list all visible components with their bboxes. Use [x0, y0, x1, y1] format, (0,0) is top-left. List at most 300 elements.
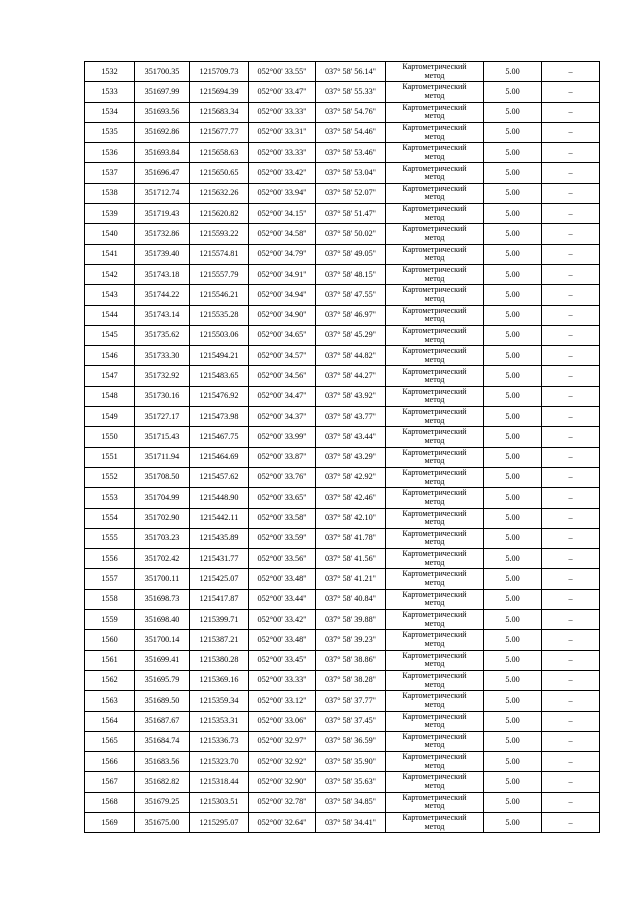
longitude-cell: 037° 58' 52.07" — [316, 183, 386, 203]
table-row — [85, 691, 600, 711]
accuracy-cell: 5.00 — [484, 427, 542, 447]
point-number-cell: 1561 — [85, 650, 135, 670]
coord-x-cell: 351689.50 — [135, 691, 190, 711]
description-cell: – — [542, 386, 600, 406]
latitude-cell: 052°00' 34.47" — [249, 386, 316, 406]
method-cell — [386, 305, 484, 325]
coord-x-cell: 351743.18 — [135, 264, 190, 284]
coord-y-cell: 1215442.11 — [190, 508, 249, 528]
description-cell: – — [542, 488, 600, 508]
coord-y-cell: 1215467.75 — [190, 427, 249, 447]
method-line-2: метод — [424, 659, 445, 669]
accuracy-cell: 5.00 — [484, 264, 542, 284]
coord-x-cell: 351700.11 — [135, 569, 190, 589]
table-row — [85, 630, 600, 650]
coord-x-cell: 351743.14 — [135, 305, 190, 325]
method-cell — [386, 752, 484, 772]
point-number-cell: 1564 — [85, 711, 135, 731]
coord-x-cell: 351711.94 — [135, 447, 190, 467]
coord-y-cell: 1215399.71 — [190, 610, 249, 630]
table-row — [85, 204, 600, 224]
longitude-cell: 037° 58' 54.76" — [316, 102, 386, 122]
description-cell: – — [542, 407, 600, 427]
description-cell: – — [542, 569, 600, 589]
description-cell: – — [542, 691, 600, 711]
point-number-cell: 1539 — [85, 204, 135, 224]
coord-y-cell: 1215417.87 — [190, 589, 249, 609]
table-row — [85, 407, 600, 427]
coord-y-cell: 1215464.69 — [190, 447, 249, 467]
coord-x-cell: 351697.99 — [135, 82, 190, 102]
method-line-2: метод — [424, 212, 445, 222]
method-line-2: метод — [424, 131, 445, 141]
coord-y-cell: 1215435.89 — [190, 528, 249, 548]
table-row — [85, 467, 600, 487]
coord-y-cell: 1215303.51 — [190, 792, 249, 812]
latitude-cell: 052°00' 34.91" — [249, 264, 316, 284]
coord-y-cell: 1215380.28 — [190, 650, 249, 670]
description-cell: – — [542, 711, 600, 731]
coord-x-cell: 351730.16 — [135, 386, 190, 406]
method-line-1: Картометрический — [402, 366, 467, 376]
method-cell — [386, 610, 484, 630]
method-cell — [386, 122, 484, 142]
table-row — [85, 82, 600, 102]
description-cell: – — [542, 122, 600, 142]
point-number-cell: 1537 — [85, 163, 135, 183]
accuracy-cell: 5.00 — [484, 569, 542, 589]
longitude-cell: 037° 58' 46.97" — [316, 305, 386, 325]
method-line-2: метод — [424, 273, 445, 283]
method-line-1: Картометрический — [402, 82, 467, 92]
longitude-cell: 037° 58' 49.05" — [316, 244, 386, 264]
coord-x-cell: 351744.22 — [135, 285, 190, 305]
description-cell: – — [542, 183, 600, 203]
latitude-cell: 052°00' 33.58" — [249, 508, 316, 528]
method-line-1: Картометрический — [402, 467, 467, 477]
method-line-1: Картометрический — [402, 62, 467, 72]
coord-y-cell: 1215658.63 — [190, 143, 249, 163]
point-number-cell: 1565 — [85, 731, 135, 751]
method-cell — [386, 224, 484, 244]
table-row — [85, 183, 600, 203]
description-cell: – — [542, 752, 600, 772]
method-line-1: Картометрический — [402, 427, 467, 437]
method-line-2: метод — [424, 111, 445, 121]
accuracy-cell: 5.00 — [484, 62, 542, 82]
method-cell — [386, 670, 484, 690]
coord-y-cell: 1215353.31 — [190, 711, 249, 731]
point-number-cell: 1541 — [85, 244, 135, 264]
point-number-cell: 1546 — [85, 346, 135, 366]
longitude-cell: 037° 58' 38.86" — [316, 650, 386, 670]
longitude-cell: 037° 58' 41.21" — [316, 569, 386, 589]
longitude-cell: 037° 58' 44.27" — [316, 366, 386, 386]
table-row — [85, 711, 600, 731]
point-number-cell: 1538 — [85, 183, 135, 203]
point-number-cell: 1536 — [85, 143, 135, 163]
longitude-cell: 037° 58' 43.44" — [316, 427, 386, 447]
coord-x-cell: 351700.14 — [135, 630, 190, 650]
table-row — [85, 122, 600, 142]
longitude-cell: 037° 58' 42.92" — [316, 467, 386, 487]
coord-y-cell: 1215369.16 — [190, 670, 249, 690]
description-cell: – — [542, 467, 600, 487]
method-line-2: метод — [424, 801, 445, 811]
table-row — [85, 549, 600, 569]
latitude-cell: 052°00' 32.78" — [249, 792, 316, 812]
latitude-cell: 052°00' 34.94" — [249, 285, 316, 305]
coord-x-cell: 351698.73 — [135, 589, 190, 609]
coord-x-cell: 351679.25 — [135, 792, 190, 812]
longitude-cell: 037° 58' 42.10" — [316, 508, 386, 528]
accuracy-cell: 5.00 — [484, 488, 542, 508]
method-line-1: Картометрический — [402, 143, 467, 153]
coord-x-cell: 351683.56 — [135, 752, 190, 772]
accuracy-cell: 5.00 — [484, 204, 542, 224]
table-row — [85, 102, 600, 122]
coord-x-cell: 351684.74 — [135, 731, 190, 751]
point-number-cell: 1547 — [85, 366, 135, 386]
method-line-1: Картометрический — [402, 407, 467, 417]
coord-x-cell: 351702.42 — [135, 549, 190, 569]
description-cell: – — [542, 244, 600, 264]
latitude-cell: 052°00' 34.79" — [249, 244, 316, 264]
description-cell: – — [542, 102, 600, 122]
method-cell — [386, 447, 484, 467]
latitude-cell: 052°00' 33.87" — [249, 447, 316, 467]
accuracy-cell: 5.00 — [484, 610, 542, 630]
method-line-2: метод — [424, 740, 445, 750]
method-line-2: метод — [424, 395, 445, 405]
method-line-1: Картометрический — [402, 488, 467, 498]
longitude-cell: 037° 58' 47.55" — [316, 285, 386, 305]
point-number-cell: 1554 — [85, 508, 135, 528]
method-cell — [386, 488, 484, 508]
description-cell: – — [542, 630, 600, 650]
accuracy-cell: 5.00 — [484, 386, 542, 406]
latitude-cell: 052°00' 33.33" — [249, 143, 316, 163]
method-cell — [386, 82, 484, 102]
method-line-2: метод — [424, 456, 445, 466]
method-cell — [386, 102, 484, 122]
longitude-cell: 037° 58' 41.78" — [316, 528, 386, 548]
latitude-cell: 052°00' 33.56" — [249, 549, 316, 569]
table-row — [85, 285, 600, 305]
point-number-cell: 1545 — [85, 325, 135, 345]
method-line-2: метод — [424, 781, 445, 791]
coord-y-cell: 1215557.79 — [190, 264, 249, 284]
description-cell: – — [542, 163, 600, 183]
table-row — [85, 143, 600, 163]
coord-y-cell: 1215535.28 — [190, 305, 249, 325]
method-line-1: Картометрический — [402, 711, 467, 721]
method-line-2: метод — [424, 476, 445, 486]
point-number-cell: 1535 — [85, 122, 135, 142]
coord-x-cell: 351739.40 — [135, 244, 190, 264]
longitude-cell: 037° 58' 39.88" — [316, 610, 386, 630]
method-cell — [386, 204, 484, 224]
point-number-cell: 1566 — [85, 752, 135, 772]
method-cell — [386, 427, 484, 447]
point-number-cell: 1568 — [85, 792, 135, 812]
latitude-cell: 052°00' 32.92" — [249, 752, 316, 772]
table-row — [85, 163, 600, 183]
coord-y-cell: 1215593.22 — [190, 224, 249, 244]
longitude-cell: 037° 58' 42.46" — [316, 488, 386, 508]
table-body — [85, 62, 600, 833]
latitude-cell: 052°00' 33.06" — [249, 711, 316, 731]
method-line-1: Картометрический — [402, 610, 467, 620]
point-number-cell: 1567 — [85, 772, 135, 792]
method-line-1: Картометрический — [402, 731, 467, 741]
description-cell: – — [542, 610, 600, 630]
latitude-cell: 052°00' 33.45" — [249, 650, 316, 670]
method-line-1: Картометрический — [402, 447, 467, 457]
latitude-cell: 052°00' 33.47" — [249, 82, 316, 102]
method-cell — [386, 143, 484, 163]
accuracy-cell: 5.00 — [484, 691, 542, 711]
accuracy-cell: 5.00 — [484, 447, 542, 467]
point-number-cell: 1558 — [85, 589, 135, 609]
accuracy-cell: 5.00 — [484, 508, 542, 528]
longitude-cell: 037° 58' 55.33" — [316, 82, 386, 102]
point-number-cell: 1559 — [85, 610, 135, 630]
accuracy-cell: 5.00 — [484, 711, 542, 731]
method-cell — [386, 711, 484, 731]
table-row — [85, 650, 600, 670]
accuracy-cell: 5.00 — [484, 772, 542, 792]
description-cell: – — [542, 792, 600, 812]
coord-x-cell: 351693.56 — [135, 102, 190, 122]
accuracy-cell: 5.00 — [484, 143, 542, 163]
coord-x-cell: 351732.86 — [135, 224, 190, 244]
table-row — [85, 772, 600, 792]
table-row — [85, 812, 600, 832]
point-number-cell: 1540 — [85, 224, 135, 244]
accuracy-cell: 5.00 — [484, 731, 542, 751]
description-cell: – — [542, 305, 600, 325]
latitude-cell: 052°00' 34.65" — [249, 325, 316, 345]
longitude-cell: 037° 58' 53.04" — [316, 163, 386, 183]
accuracy-cell: 5.00 — [484, 792, 542, 812]
latitude-cell: 052°00' 32.90" — [249, 772, 316, 792]
description-cell: – — [542, 346, 600, 366]
coord-y-cell: 1215448.90 — [190, 488, 249, 508]
latitude-cell: 052°00' 32.97" — [249, 731, 316, 751]
method-cell — [386, 650, 484, 670]
longitude-cell: 037° 58' 43.77" — [316, 407, 386, 427]
method-line-2: метод — [424, 172, 445, 182]
coord-x-cell: 351695.79 — [135, 670, 190, 690]
coord-x-cell: 351727.17 — [135, 407, 190, 427]
table-row — [85, 386, 600, 406]
description-cell: – — [542, 772, 600, 792]
coord-y-cell: 1215683.34 — [190, 102, 249, 122]
point-number-cell: 1562 — [85, 670, 135, 690]
method-cell — [386, 285, 484, 305]
longitude-cell: 037° 58' 54.46" — [316, 122, 386, 142]
method-line-2: метод — [424, 720, 445, 730]
method-line-2: метод — [424, 618, 445, 628]
point-number-cell: 1548 — [85, 386, 135, 406]
table-row — [85, 792, 600, 812]
coord-y-cell: 1215483.65 — [190, 366, 249, 386]
method-cell — [386, 731, 484, 751]
latitude-cell: 052°00' 34.37" — [249, 407, 316, 427]
coord-x-cell: 351703.23 — [135, 528, 190, 548]
longitude-cell: 037° 58' 34.41" — [316, 812, 386, 832]
method-cell — [386, 264, 484, 284]
table-row — [85, 62, 600, 82]
accuracy-cell: 5.00 — [484, 589, 542, 609]
coord-y-cell: 1215473.98 — [190, 407, 249, 427]
description-cell: – — [542, 82, 600, 102]
coord-x-cell: 351687.67 — [135, 711, 190, 731]
latitude-cell: 052°00' 33.99" — [249, 427, 316, 447]
coord-x-cell: 351702.90 — [135, 508, 190, 528]
longitude-cell: 037° 58' 38.28" — [316, 670, 386, 690]
coord-y-cell: 1215295.07 — [190, 812, 249, 832]
method-line-2: метод — [424, 70, 445, 80]
description-cell: – — [542, 508, 600, 528]
method-cell — [386, 467, 484, 487]
latitude-cell: 052°00' 33.48" — [249, 569, 316, 589]
method-line-2: метод — [424, 415, 445, 425]
accuracy-cell: 5.00 — [484, 812, 542, 832]
coord-y-cell: 1215336.73 — [190, 731, 249, 751]
description-cell: – — [542, 264, 600, 284]
method-line-2: метод — [424, 598, 445, 608]
method-cell — [386, 62, 484, 82]
coord-x-cell: 351675.00 — [135, 812, 190, 832]
method-line-2: метод — [424, 151, 445, 161]
coord-x-cell: 351699.41 — [135, 650, 190, 670]
longitude-cell: 037° 58' 40.84" — [316, 589, 386, 609]
coord-y-cell: 1215574.81 — [190, 244, 249, 264]
method-line-1: Картометрический — [402, 102, 467, 112]
longitude-cell: 037° 58' 34.85" — [316, 792, 386, 812]
coord-y-cell: 1215318.44 — [190, 772, 249, 792]
method-cell — [386, 163, 484, 183]
method-cell — [386, 366, 484, 386]
accuracy-cell: 5.00 — [484, 407, 542, 427]
coord-y-cell: 1215457.62 — [190, 467, 249, 487]
accuracy-cell: 5.00 — [484, 305, 542, 325]
latitude-cell: 052°00' 33.42" — [249, 163, 316, 183]
description-cell: – — [542, 224, 600, 244]
table-row — [85, 569, 600, 589]
coord-y-cell: 1215677.77 — [190, 122, 249, 142]
method-line-1: Картометрический — [402, 508, 467, 518]
method-line-1: Картометрический — [402, 752, 467, 762]
point-number-cell: 1556 — [85, 549, 135, 569]
method-cell — [386, 691, 484, 711]
coord-y-cell: 1215359.34 — [190, 691, 249, 711]
method-line-1: Картометрический — [402, 549, 467, 559]
method-line-1: Картометрический — [402, 122, 467, 132]
method-line-1: Картометрический — [402, 792, 467, 802]
coord-x-cell: 351696.47 — [135, 163, 190, 183]
coord-y-cell: 1215709.73 — [190, 62, 249, 82]
accuracy-cell: 5.00 — [484, 650, 542, 670]
method-line-2: метод — [424, 354, 445, 364]
description-cell: – — [542, 62, 600, 82]
longitude-cell: 037° 58' 35.63" — [316, 772, 386, 792]
method-line-1: Картометрический — [402, 305, 467, 315]
coord-y-cell: 1215323.70 — [190, 752, 249, 772]
accuracy-cell: 5.00 — [484, 183, 542, 203]
longitude-cell: 037° 58' 43.29" — [316, 447, 386, 467]
table-row — [85, 670, 600, 690]
method-line-2: метод — [424, 233, 445, 243]
coord-x-cell: 351719.43 — [135, 204, 190, 224]
accuracy-cell: 5.00 — [484, 528, 542, 548]
coordinates-page — [84, 61, 599, 833]
table-row — [85, 325, 600, 345]
method-line-2: метод — [424, 496, 445, 506]
method-line-1: Картометрический — [402, 224, 467, 234]
latitude-cell: 052°00' 33.33" — [249, 102, 316, 122]
method-cell — [386, 630, 484, 650]
method-line-1: Картометрический — [402, 528, 467, 538]
method-line-2: метод — [424, 557, 445, 567]
method-cell — [386, 549, 484, 569]
description-cell: – — [542, 650, 600, 670]
point-number-cell: 1543 — [85, 285, 135, 305]
coord-y-cell: 1215694.39 — [190, 82, 249, 102]
method-line-1: Картометрический — [402, 630, 467, 640]
coord-x-cell: 351733.30 — [135, 346, 190, 366]
method-line-2: метод — [424, 314, 445, 324]
table-row — [85, 264, 600, 284]
accuracy-cell: 5.00 — [484, 224, 542, 244]
coord-x-cell: 351692.86 — [135, 122, 190, 142]
description-cell: – — [542, 812, 600, 832]
description-cell: – — [542, 325, 600, 345]
table-row — [85, 508, 600, 528]
description-cell: – — [542, 670, 600, 690]
table-row — [85, 589, 600, 609]
method-cell — [386, 772, 484, 792]
table-row — [85, 346, 600, 366]
longitude-cell: 037° 58' 45.29" — [316, 325, 386, 345]
method-line-1: Картометрический — [402, 265, 467, 275]
method-line-1: Картометрический — [402, 813, 467, 823]
longitude-cell: 037° 58' 41.56" — [316, 549, 386, 569]
method-cell — [386, 386, 484, 406]
latitude-cell: 052°00' 33.44" — [249, 589, 316, 609]
table-row — [85, 447, 600, 467]
point-number-cell: 1533 — [85, 82, 135, 102]
table-row — [85, 305, 600, 325]
point-number-cell: 1563 — [85, 691, 135, 711]
accuracy-cell: 5.00 — [484, 122, 542, 142]
coord-y-cell: 1215632.26 — [190, 183, 249, 203]
table-row — [85, 366, 600, 386]
description-cell: – — [542, 731, 600, 751]
method-line-1: Картометрический — [402, 204, 467, 214]
longitude-cell: 037° 58' 39.23" — [316, 630, 386, 650]
method-line-1: Картометрический — [402, 163, 467, 173]
coord-x-cell: 351698.40 — [135, 610, 190, 630]
point-number-cell: 1544 — [85, 305, 135, 325]
coord-x-cell: 351735.62 — [135, 325, 190, 345]
accuracy-cell: 5.00 — [484, 670, 542, 690]
longitude-cell: 037° 58' 43.92" — [316, 386, 386, 406]
method-line-1: Картометрический — [402, 772, 467, 782]
method-cell — [386, 407, 484, 427]
